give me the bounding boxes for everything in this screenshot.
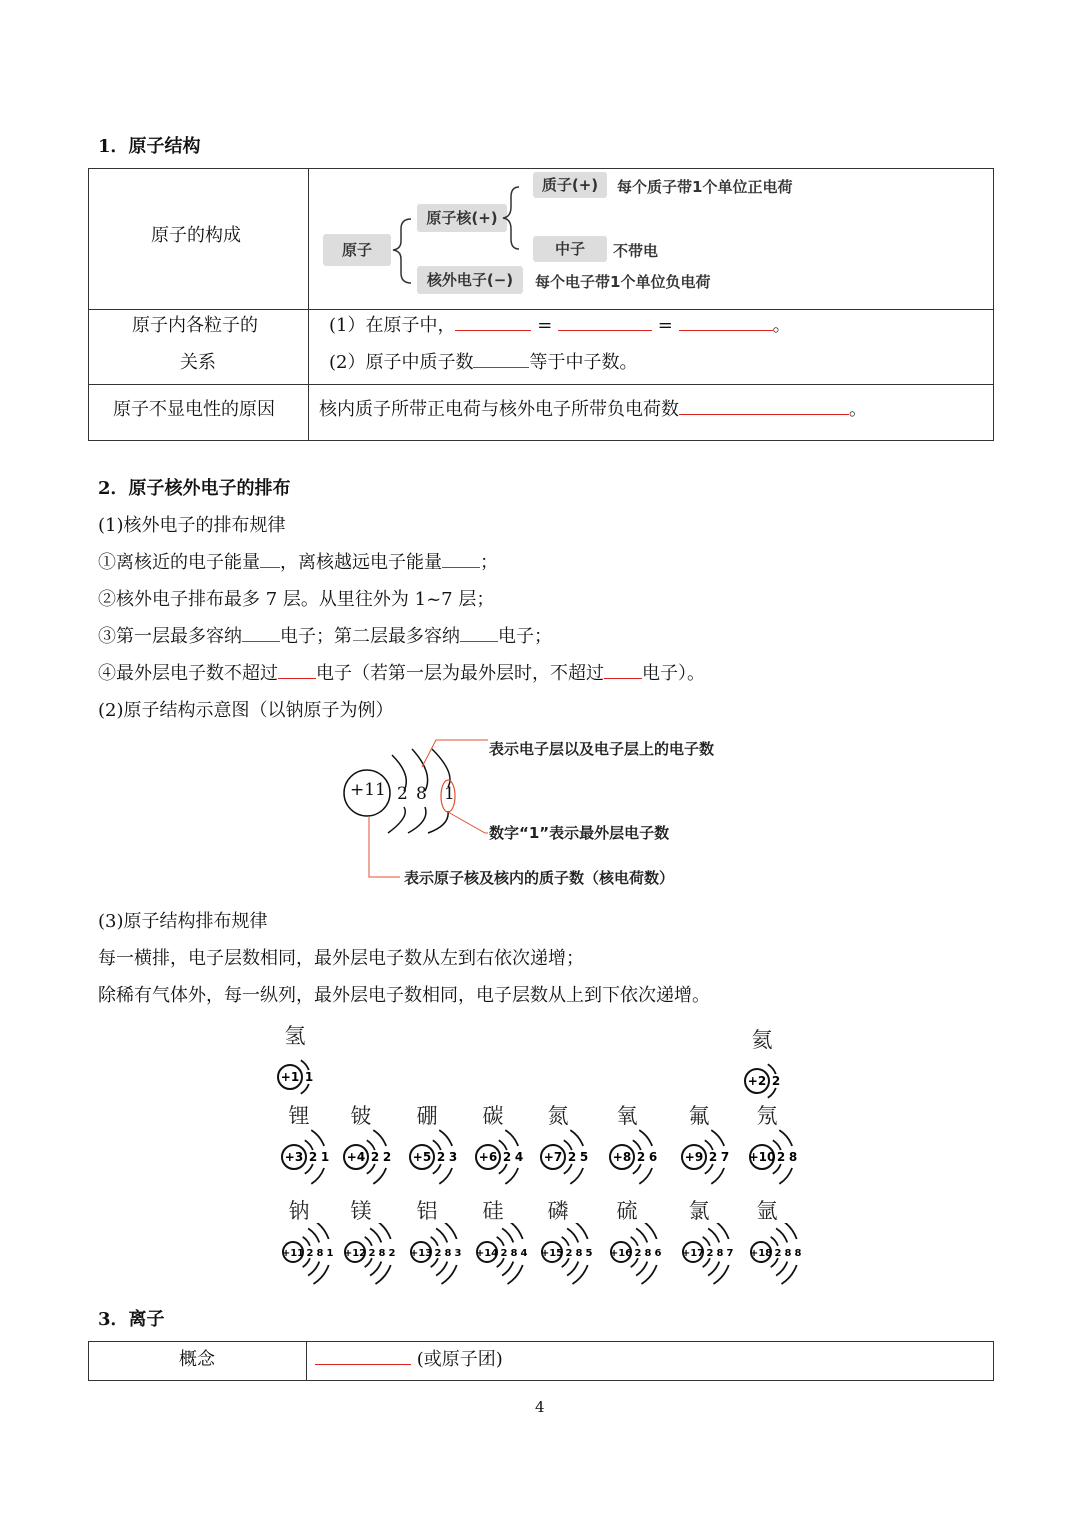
- neutron-desc: 不带电: [613, 242, 659, 260]
- ion-table: [88, 1341, 994, 1381]
- neutral-reason-line: [319, 395, 867, 421]
- shell-electron-count: 8: [788, 1150, 798, 1164]
- atom-box: 原子: [323, 234, 391, 266]
- divider: [308, 169, 309, 440]
- atom-diagram: [275, 1020, 345, 1110]
- shell-electron-count: 2: [436, 1150, 446, 1164]
- shell-electron-count: 4: [514, 1150, 524, 1164]
- rule-2: ②核外电子排布最多 7 层。从里往外为 1~7 层；: [98, 589, 495, 610]
- blank[interactable]: [679, 396, 849, 415]
- nucleus-charge: +4: [346, 1150, 366, 1164]
- shell-electron-count: 1: [320, 1150, 330, 1164]
- shell-electron-count: 5: [579, 1150, 589, 1164]
- blank[interactable]: [442, 549, 480, 568]
- row-label-composition: 原子的构成: [151, 225, 241, 246]
- shell-electron-count: 6: [654, 1248, 662, 1259]
- atom-shells-svg: [473, 1128, 543, 1190]
- relation-line-1: [329, 311, 791, 337]
- text: =: [657, 315, 673, 336]
- nucleus-charge: +16: [609, 1248, 633, 1259]
- blank[interactable]: [604, 660, 642, 679]
- rule-1: [98, 548, 498, 574]
- element-name: 碳: [482, 1104, 504, 1128]
- pattern-line-1: 每一横排，电子层数相同，最外层电子数从左到右依次递增；: [98, 948, 584, 969]
- nucleus-charge: +11: [281, 1248, 305, 1259]
- text: 电子）。: [642, 663, 705, 684]
- nucleus-charge: +13: [409, 1248, 433, 1259]
- nucleus-charge: +15: [540, 1248, 564, 1259]
- atom-diagram: [341, 1100, 411, 1190]
- text: ④最外层电子数不超过: [98, 663, 278, 684]
- shell-electron-count: 2: [502, 1150, 512, 1164]
- ion-concept-label: 概念: [179, 1349, 215, 1370]
- proton-desc: 每个质子带1个单位正电荷: [617, 178, 793, 196]
- page-number: 4: [535, 1398, 545, 1416]
- shell-electron-count: 2: [776, 1150, 786, 1164]
- atom-shells-svg: [407, 1223, 477, 1285]
- note-shells: 表示电子层以及电子层上的电子数: [489, 740, 715, 758]
- nucleus-charge: +6: [478, 1150, 498, 1164]
- atom-diagram: [341, 1195, 411, 1285]
- shell-electron-count: 2: [774, 1248, 782, 1259]
- atom-diagram: [747, 1100, 817, 1190]
- element-name: 氦: [751, 1028, 773, 1052]
- atom-shells-svg: [279, 1223, 349, 1285]
- nucleus-charge: +9: [684, 1150, 704, 1164]
- shell-electron-count: 2: [308, 1150, 318, 1164]
- shell-electron-count: 8: [510, 1248, 518, 1259]
- text: (1）在原子中，: [329, 315, 456, 336]
- shell-electron-count: 1: [304, 1070, 314, 1084]
- row-label-neutral-reason: 原子不显电性的原因: [113, 399, 275, 420]
- element-name: 镁: [350, 1199, 372, 1223]
- atom-diagram: [473, 1195, 543, 1285]
- relation-line-2: [329, 348, 637, 374]
- shell-electron-count: 2: [706, 1248, 714, 1259]
- electron-box: 核外电子(−): [417, 266, 523, 294]
- atom-shells-svg: [679, 1223, 749, 1285]
- atom-diagram: [747, 1195, 817, 1285]
- nucleus-charge: +8: [612, 1150, 632, 1164]
- element-name: 氖: [756, 1104, 778, 1128]
- element-name: 氯: [688, 1199, 710, 1223]
- text: ①离核近的电子能量: [98, 552, 260, 573]
- shell-electron-count: 2: [434, 1248, 442, 1259]
- shell-electron-count: 8: [444, 1248, 452, 1259]
- rule-3: [98, 622, 552, 648]
- nucleus-charge: +12: [343, 1248, 367, 1259]
- shell-electron-count: 3: [448, 1150, 458, 1164]
- atom-shells-svg: [341, 1128, 411, 1190]
- text: =: [537, 315, 553, 336]
- atom-shells-svg: [538, 1128, 608, 1190]
- note-nucleus: 表示原子核及核内的质子数（核电荷数）: [404, 869, 675, 887]
- shell-electron-count: 7: [726, 1248, 734, 1259]
- text: 电子；: [498, 626, 552, 647]
- atom-diagram: [679, 1100, 749, 1190]
- shell-electron-count: 3: [454, 1248, 462, 1259]
- sodium-shell-1: 2: [397, 784, 408, 804]
- nucleus-charge: +3: [284, 1150, 304, 1164]
- proton-box: 质子(+): [533, 172, 607, 198]
- text: 电子（若第一层为最外层时，不超过: [316, 663, 604, 684]
- nucleus-charge: +14: [475, 1248, 499, 1259]
- atom-shells-svg: [607, 1128, 677, 1190]
- text: 核内质子所带正电荷与核外电子所带负电荷数: [319, 399, 679, 420]
- sub-heading-2: (2)原子结构示意图（以钠原子为例）: [98, 700, 394, 721]
- shell-electron-count: 8: [784, 1248, 792, 1259]
- section-1-heading: 1．原子结构: [98, 136, 201, 157]
- nucleus-box: 原子核(+): [417, 204, 507, 232]
- element-name: 氢: [284, 1024, 306, 1048]
- shell-electron-count: 2: [567, 1150, 577, 1164]
- atom-diagram: [607, 1195, 677, 1285]
- atom-structure-table: [88, 168, 994, 441]
- shell-electron-count: 5: [585, 1248, 593, 1259]
- atom-diagram: [279, 1195, 349, 1285]
- shell-electron-count: 8: [575, 1248, 583, 1259]
- element-name: 硅: [482, 1199, 504, 1223]
- row-label-relation-a: 原子内各粒子的: [132, 315, 258, 336]
- atom-shells-svg: [473, 1223, 543, 1285]
- element-name: 锂: [288, 1104, 310, 1128]
- brace-icons: [389, 169, 539, 299]
- nucleus-charge: +2: [747, 1074, 767, 1088]
- neutron-box: 中子: [533, 236, 607, 262]
- section-3-heading: 3．离子: [98, 1309, 165, 1330]
- element-name: 氩: [756, 1199, 778, 1223]
- text: ，离核越远电子能量: [280, 552, 442, 573]
- element-name: 氧: [616, 1104, 638, 1128]
- atom-diagram: [679, 1195, 749, 1285]
- blank[interactable]: [473, 349, 529, 368]
- atom-shells-svg: [607, 1223, 677, 1285]
- atom-diagram: [279, 1100, 349, 1190]
- atom-diagram: [407, 1195, 477, 1285]
- blank[interactable]: [455, 312, 531, 331]
- electron-desc: 每个电子带1个单位负电荷: [535, 273, 711, 291]
- atom-diagram: [538, 1195, 608, 1285]
- element-name: 铝: [416, 1199, 438, 1223]
- atom-shells-svg: [341, 1223, 411, 1285]
- shell-electron-count: 2: [370, 1150, 380, 1164]
- text: ③第一层最多容纳: [98, 626, 242, 647]
- blank[interactable]: [278, 660, 316, 679]
- blank[interactable]: [679, 312, 773, 331]
- blank[interactable]: [315, 1346, 411, 1365]
- ion-concept-line: [315, 1345, 503, 1371]
- element-name: 氟: [688, 1104, 710, 1128]
- blank[interactable]: [460, 623, 498, 642]
- sodium-charge: +11: [350, 780, 386, 800]
- shell-electron-count: 7: [720, 1150, 730, 1164]
- pattern-line-2: 除稀有气体外，每一纵列，最外层电子数相同，电子层数从上到下依次递增。: [98, 985, 710, 1006]
- nucleus-charge: +10: [748, 1150, 776, 1164]
- atom-shells-svg: [747, 1223, 817, 1285]
- text: ；: [480, 552, 498, 573]
- shell-electron-count: 2: [708, 1150, 718, 1164]
- nucleus-charge: +5: [412, 1150, 432, 1164]
- text: (2）原子中质子数: [329, 352, 474, 373]
- nucleus-charge: +18: [749, 1248, 773, 1259]
- element-name: 硫: [616, 1199, 638, 1223]
- sub-heading-3: (3)原子结构排布规律: [98, 911, 268, 932]
- element-name: 硼: [416, 1104, 438, 1128]
- text: 。: [849, 399, 867, 420]
- text: 等于中子数。: [529, 352, 638, 373]
- shell-electron-count: 2: [500, 1248, 508, 1259]
- atom-shells-svg: [747, 1128, 817, 1190]
- shell-electron-count: 8: [378, 1248, 386, 1259]
- shell-electron-count: 2: [368, 1248, 376, 1259]
- nucleus-charge: +7: [543, 1150, 563, 1164]
- element-name: 铍: [350, 1104, 372, 1128]
- element-name: 钠: [288, 1199, 310, 1223]
- blank[interactable]: [242, 623, 280, 642]
- divider: [89, 384, 993, 385]
- shell-electron-count: 4: [520, 1248, 528, 1259]
- shell-electron-count: 2: [771, 1074, 781, 1088]
- atom-shells-svg: [538, 1223, 608, 1285]
- atom-diagram: [407, 1100, 477, 1190]
- shell-electron-count: 2: [634, 1248, 642, 1259]
- nucleus-charge: +1: [280, 1070, 300, 1084]
- blank[interactable]: [260, 549, 280, 568]
- atom-diagram: [538, 1100, 608, 1190]
- nucleus-charge: +17: [681, 1248, 705, 1259]
- shell-electron-count: 8: [644, 1248, 652, 1259]
- text: 电子；第二层最多容纳: [280, 626, 460, 647]
- rule-4: [98, 659, 705, 685]
- divider: [89, 309, 993, 310]
- text: (或原子团): [416, 1349, 503, 1370]
- atom-shells-svg: [407, 1128, 477, 1190]
- atom-diagram: [607, 1100, 677, 1190]
- sodium-shell-3: 1: [444, 784, 455, 804]
- row-label-relation-b: 关系: [180, 352, 216, 373]
- section-2-heading: 2．原子核外电子的排布: [98, 478, 291, 499]
- atom-diagram: [473, 1100, 543, 1190]
- shell-electron-count: 2: [636, 1150, 646, 1164]
- sodium-shell-2: 8: [416, 784, 427, 804]
- shell-electron-count: 1: [326, 1248, 334, 1259]
- shell-electron-count: 2: [306, 1248, 314, 1259]
- shell-electron-count: 2: [565, 1248, 573, 1259]
- blank[interactable]: [558, 312, 652, 331]
- divider: [306, 1342, 307, 1380]
- shell-electron-count: 8: [716, 1248, 724, 1259]
- sodium-shells-svg: [330, 735, 510, 885]
- shell-electron-count: 6: [648, 1150, 658, 1164]
- atom-shells-svg: [679, 1128, 749, 1190]
- sub-heading-1: (1)核外电子的排布规律: [98, 515, 286, 536]
- shell-electron-count: 8: [316, 1248, 324, 1259]
- atom-shells-svg: [279, 1128, 349, 1190]
- shell-electron-count: 2: [388, 1248, 396, 1259]
- note-outer: 数字“1”表示最外层电子数: [489, 824, 670, 842]
- shell-electron-count: 8: [794, 1248, 802, 1259]
- element-name: 磷: [547, 1199, 569, 1223]
- element-name: 氮: [547, 1104, 569, 1128]
- text: 。: [772, 315, 791, 336]
- shell-electron-count: 2: [382, 1150, 392, 1164]
